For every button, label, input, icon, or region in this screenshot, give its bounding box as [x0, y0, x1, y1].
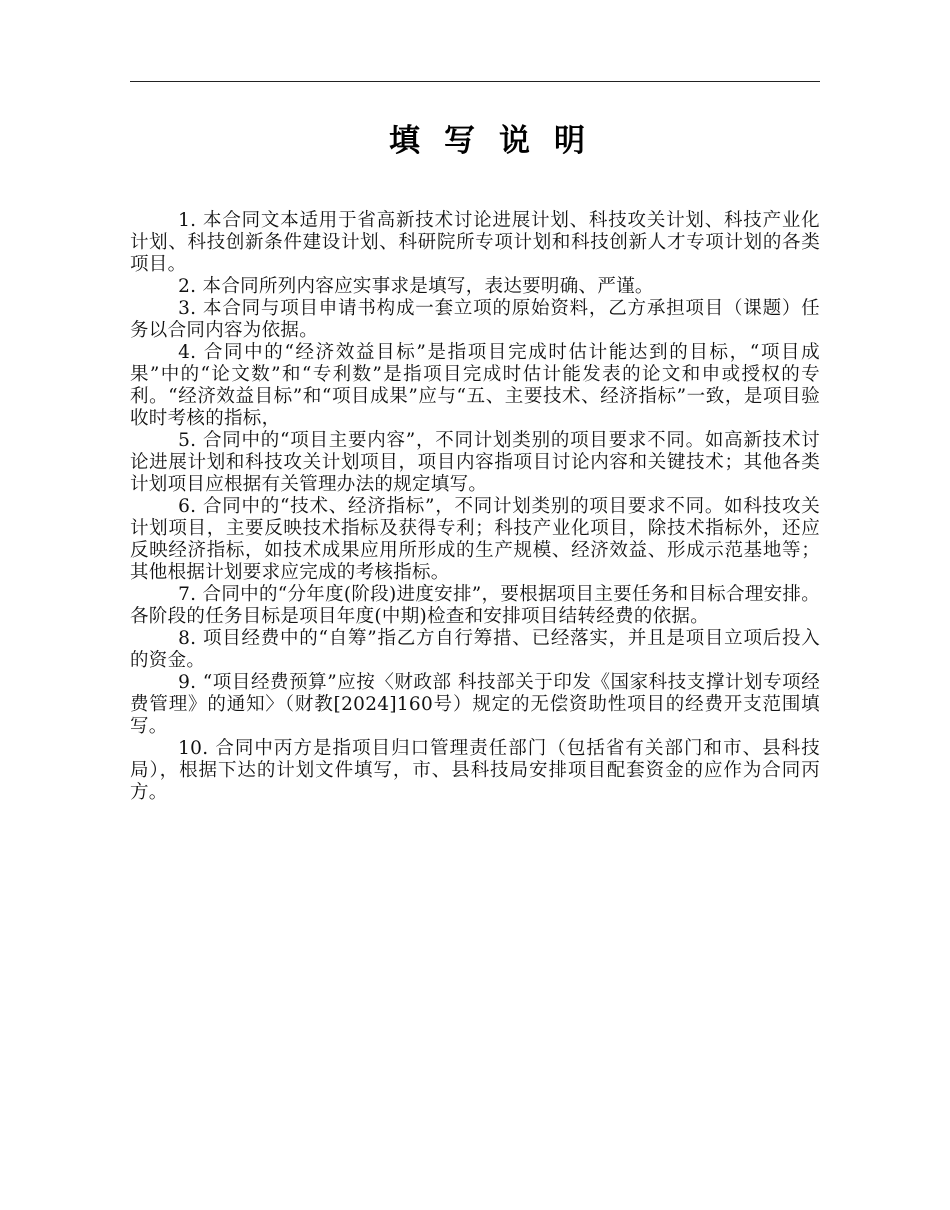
instruction-item-1: 1. 本合同文本适用于省高新技术讨论进展计划、科技攻关计划、科技产业化计划、科技创新条件建设计划、科研院所专项计划和科技创新人才专项计划的各类项目。	[130, 210, 820, 275]
instruction-item-3: 3. 本合同与项目申请书构成一套立项的原始资料，乙方承担项目（课题）任务以合同内容为依据。	[130, 298, 820, 341]
page-title: 填写说明	[389, 123, 609, 159]
instructions-body	[130, 210, 820, 804]
instruction-item-8: 8. 项目经费中的“自筹”指乙方自行筹措、已经落实，并且是项目立项后投入的资金。	[130, 628, 820, 671]
instruction-item-4: 4. 合同中的“经济效益目标”是指项目完成时估计能达到的目标，“项目成果”中的“论文数”和“专利数”是指项目完成时估计能发表的论文和申或授权的专利。“经济效益目标”和“项目成果”应与“五、主要技术、经济指标”一致，是项目验收时考核的指标，	[130, 342, 820, 429]
instruction-item-5: 5. 合同中的“项目主要内容”，不同计划类别的项目要求不同。如高新技术讨论进展计划和科技攻关计划项目，项目内容指项目讨论内容和关键技术；其他各类计划项目应根据有关管理办法的规定填写。	[130, 430, 820, 495]
instruction-item-6: 6. 合同中的“技术、经济指标”，不同计划类别的项目要求不同。如科技攻关计划项目，主要反映技术指标及获得专利；科技产业化项目，除技术指标外，还应反映经济指标，如技术成果应用所形成的生产规模、经济效益、形成示范基地等；其他根据计划要求应完成的考核指标。	[130, 496, 820, 583]
instruction-item-7: 7. 合同中的“分年度(阶段)进度安排”，要根据项目主要任务和目标合理安排。各阶段的任务目标是项目年度(中期)检查和安排项目结转经费的依据。	[130, 584, 820, 627]
header-rule	[130, 81, 820, 82]
instruction-item-9: 9. “项目经费预算”应按〈财政部 科技部关于印发《国家科技支撑计划专项经费管理》的通知〉（财教[2024]160号）规定的无偿资助性项目的经费开支范围填写。	[130, 672, 820, 737]
instruction-item-10: 10. 合同中丙方是指项目归口管理责任部门（包括省有关部门和市、县科技局），根据下达的计划文件填写，市、县科技局安排项目配套资金的应作为合同丙方。	[130, 738, 820, 803]
instruction-item-2: 2. 本合同所列内容应实事求是填写，表达要明确、严谨。	[178, 276, 654, 297]
